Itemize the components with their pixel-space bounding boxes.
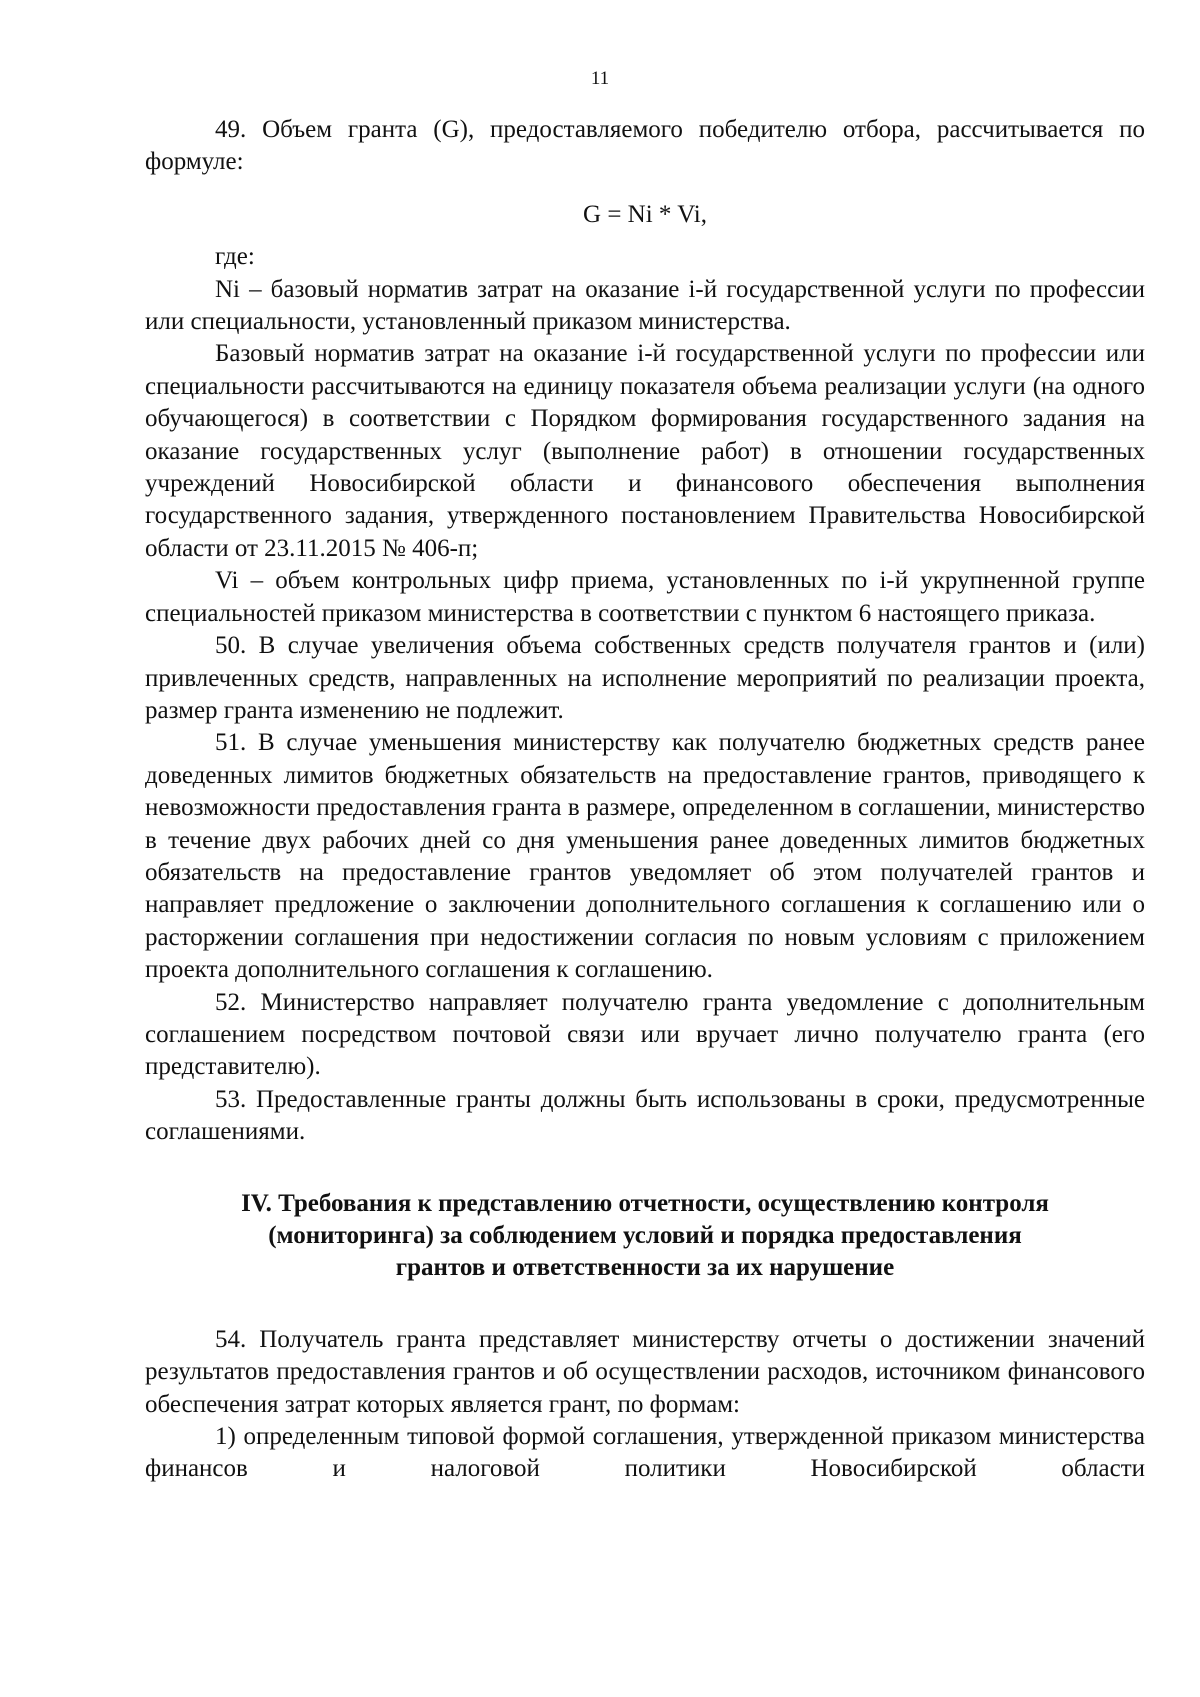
paragraph-53: 53. Предоставленные гранты должны быть использованы в сроки, предусмотренные соглашениями. [145,1085,1145,1146]
paragraph-49-intro: 49. Объем гранта (G), предоставляемого победителю отбора, рассчитывается по формуле: [145,116,1145,176]
paragraph-49-ni-definition: Ni – базовый норматив затрат на оказание i-й государственной услуги по профессии или специальности, установленный приказом министерства. [145,275,1145,336]
paragraph-52: 52. Министерство направляет получателю гранта уведомление с дополнительным соглашением посредством почтовой связи или вручает лично получателю гранта (его представителю). [145,988,1145,1081]
section-heading-iv: IV. Требования к представлению отчетности, осуществлению контроля (мониторинга) за соблюдением условий и порядка предоставления грантов и ответственности за их нарушение [241,1189,1049,1282]
page-number: 11 [590,68,610,89]
paragraph-50: 50. В случае увеличения объема собственных средств получателя грантов и (или) привлеченных средств, направленных на исполнение мероприятий по реализации проекта, размер гранта изменению не подлежит. [145,632,1145,724]
document-body [145,114,1145,1486]
grant-formula: G = Ni * Vi, [583,200,707,228]
paragraph-51: 51. В случае уменьшения министерству как получателю бюджетных средств ранее доведенных лимитов бюджетных обязательств на предоставление грантов, приводящего к невозможности предоставления гранта в размере, определенном в соглашении, министерство в течение двух рабочих дней со дня уменьшения ранее доведенных лимитов бюджетных обязательств на предоставление грантов уведомляет об этом получателей грантов и направляет предложение о заключении дополнительного соглашения к соглашению или о расторжении соглашения при недостижении согласия по новым условиям с приложением проекта дополнительного соглашения к соглашению. [145,729,1145,984]
paragraph-49-where: где: [215,243,255,271]
paragraph-49-base-norm: Базовый норматив затрат на оказание i-й государственной услуги по профессии или специальности рассчитываются на единицу показателя объема реализации услуги (на одного обучающегося) в соответствии с Порядком формирования государственного задания на оказание государственных услуг (выполнение работ) в отношении государственных учреждений Новосибирской области и финансового обеспечения выполнения государственного задания, утвержденного постановлением Правительства Новосибирской области от 23.11.2015 № 406-п; [145,340,1145,562]
paragraph-54: 54. Получатель гранта представляет министерству отчеты о достижении значений результатов предоставления грантов и об осуществлении расходов, источником финансового обеспечения затрат которых является грант, по формам: [145,1325,1145,1418]
paragraph-49-vi-definition: Vi – объем контрольных цифр приема, установленных по i-й укрупненной группе специальностей приказом министерства в соответствии с пунктом 6 настоящего приказа. [145,567,1145,627]
paragraph-54-item-1: 1) определенным типовой формой соглашения, утвержденной приказом министерства финансов и налоговой политики Новосибирской области [145,1423,1145,1483]
